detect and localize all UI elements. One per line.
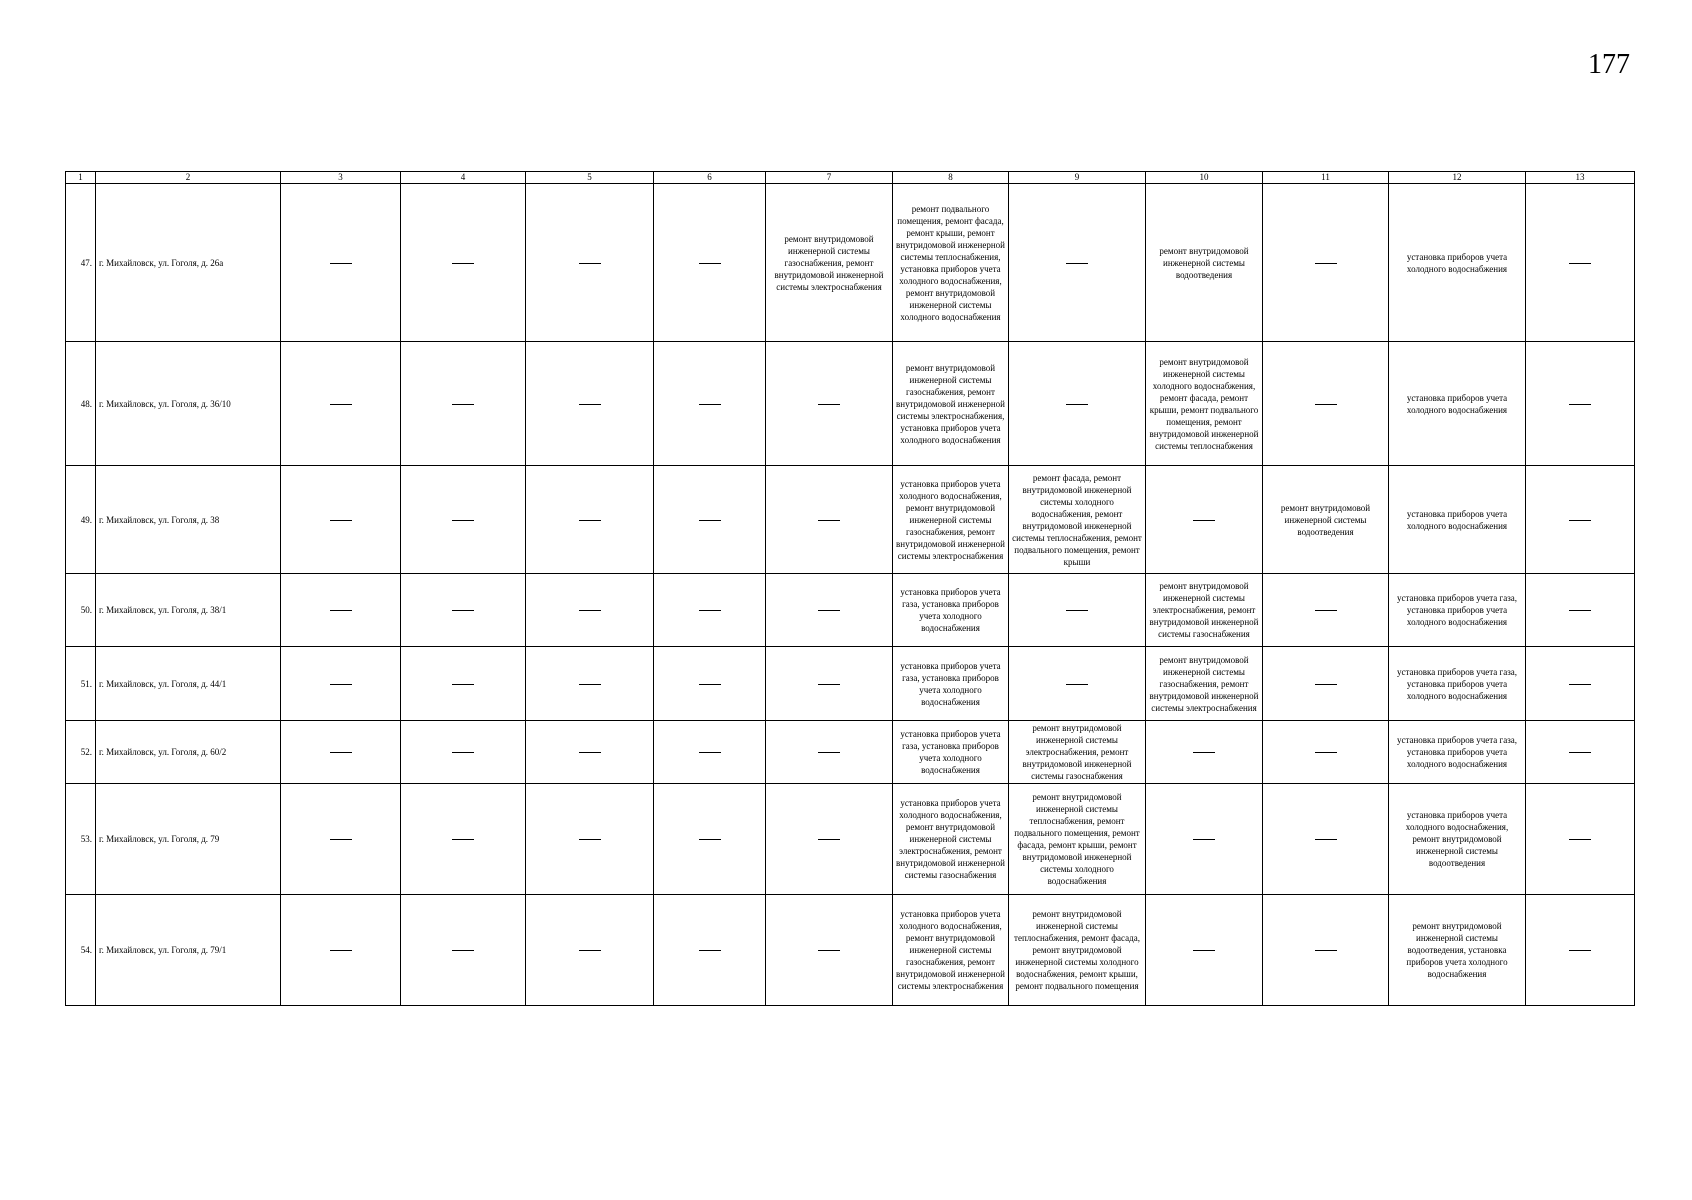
- work-description-cell: ремонт внутридомовой инженерной системы холодного водоснабжения, ремонт фасада, ремонт крыши, ремонт подвального помещения, ремонт внутридомовой инженерной системы теплоснабжения: [1146, 342, 1263, 466]
- work-description-cell: установка приборов учета холодного водоснабжения, ремонт внутридомовой инженерной системы газоснабжения, ремонт внутридомовой инженерной системы электроснабжения: [893, 895, 1009, 1006]
- address-cell: г. Михайловск, ул. Гоголя, д. 60/2: [96, 721, 281, 784]
- dash-mark: [1569, 263, 1591, 264]
- empty-cell: [401, 466, 526, 574]
- empty-cell: [1263, 184, 1389, 342]
- empty-cell: [766, 342, 893, 466]
- dash-mark: [1193, 520, 1215, 521]
- work-description-cell: установка приборов учета холодного водоснабжения, ремонт внутридомовой инженерной системы электроснабжения, ремонт внутридомовой инженерной системы газоснабжения: [893, 784, 1009, 895]
- empty-cell: [1526, 342, 1635, 466]
- empty-cell: [401, 647, 526, 721]
- work-description-cell: ремонт внутридомовой инженерной системы водоотведения: [1263, 466, 1389, 574]
- empty-cell: [281, 721, 401, 784]
- table-row: [66, 184, 1635, 342]
- empty-cell: [1526, 647, 1635, 721]
- work-description-cell: ремонт внутридомовой инженерной системы газоснабжения, ремонт внутридомовой инженерной системы электроснабжения: [766, 184, 893, 342]
- empty-cell: [654, 647, 766, 721]
- dash-mark: [330, 404, 352, 405]
- empty-cell: [1009, 574, 1146, 647]
- work-description-cell: установка приборов учета холодного водоснабжения: [1389, 466, 1526, 574]
- row-number: 47.: [66, 184, 96, 342]
- empty-cell: [766, 895, 893, 1006]
- empty-cell: [1263, 721, 1389, 784]
- work-description-cell: установка приборов учета газа, установка приборов учета холодного водоснабжения: [1389, 574, 1526, 647]
- dash-mark: [699, 520, 721, 521]
- empty-cell: [1009, 184, 1146, 342]
- empty-cell: [766, 466, 893, 574]
- work-description-cell: установка приборов учета холодного водоснабжения, ремонт внутридомовой инженерной системы газоснабжения, ремонт внутридомовой инженерной системы электроснабжения: [893, 466, 1009, 574]
- dash-mark: [579, 752, 601, 753]
- work-description-cell: установка приборов учета газа, установка приборов учета холодного водоснабжения: [893, 721, 1009, 784]
- work-description-cell: установка приборов учета холодного водоснабжения: [1389, 184, 1526, 342]
- empty-cell: [281, 466, 401, 574]
- dash-mark: [1193, 839, 1215, 840]
- dash-mark: [1066, 684, 1088, 685]
- work-description-cell: ремонт внутридомовой инженерной системы электроснабжения, ремонт внутридомовой инженерной системы газоснабжения: [1146, 574, 1263, 647]
- dash-mark: [330, 950, 352, 951]
- dash-mark: [579, 404, 601, 405]
- dash-mark: [330, 610, 352, 611]
- column-number-4: 4: [401, 172, 526, 184]
- work-description-cell: установка приборов учета газа, установка приборов учета холодного водоснабжения: [1389, 721, 1526, 784]
- dash-mark: [452, 752, 474, 753]
- work-description-cell: ремонт внутридомовой инженерной системы газоснабжения, ремонт внутридомовой инженерной системы электроснабжения, установка приборов учета холодного водоснабжения: [893, 342, 1009, 466]
- empty-cell: [1146, 784, 1263, 895]
- dash-mark: [1315, 684, 1337, 685]
- dash-mark: [1569, 752, 1591, 753]
- empty-cell: [526, 647, 654, 721]
- column-number-2: 2: [96, 172, 281, 184]
- header-row: [66, 172, 1635, 184]
- empty-cell: [401, 184, 526, 342]
- empty-cell: [766, 721, 893, 784]
- dash-mark: [452, 950, 474, 951]
- empty-cell: [401, 574, 526, 647]
- empty-cell: [654, 895, 766, 1006]
- dash-mark: [579, 839, 601, 840]
- empty-cell: [526, 895, 654, 1006]
- empty-cell: [1263, 574, 1389, 647]
- address-cell: г. Михайловск, ул. Гоголя, д. 79/1: [96, 895, 281, 1006]
- table-row: [66, 784, 1635, 895]
- empty-cell: [1263, 895, 1389, 1006]
- empty-cell: [281, 574, 401, 647]
- column-number-12: 12: [1389, 172, 1526, 184]
- address-cell: г. Михайловск, ул. Гоголя, д. 36/10: [96, 342, 281, 466]
- empty-cell: [526, 784, 654, 895]
- column-number-9: 9: [1009, 172, 1146, 184]
- dash-mark: [699, 752, 721, 753]
- empty-cell: [281, 647, 401, 721]
- empty-cell: [766, 647, 893, 721]
- empty-cell: [1526, 895, 1635, 1006]
- dash-mark: [1315, 839, 1337, 840]
- empty-cell: [1526, 721, 1635, 784]
- dash-mark: [452, 404, 474, 405]
- column-number-11: 11: [1263, 172, 1389, 184]
- dash-mark: [452, 839, 474, 840]
- empty-cell: [1263, 647, 1389, 721]
- table-row: [66, 895, 1635, 1006]
- empty-cell: [654, 721, 766, 784]
- empty-cell: [1146, 721, 1263, 784]
- empty-cell: [526, 721, 654, 784]
- dash-mark: [452, 520, 474, 521]
- dash-mark: [1066, 610, 1088, 611]
- row-number: 51.: [66, 647, 96, 721]
- dash-mark: [818, 950, 840, 951]
- table-row: [66, 342, 1635, 466]
- work-description-cell: установка приборов учета газа, установка приборов учета холодного водоснабжения: [1389, 647, 1526, 721]
- empty-cell: [281, 784, 401, 895]
- work-description-cell: ремонт внутридомовой инженерной системы водоотведения: [1146, 184, 1263, 342]
- column-number-13: 13: [1526, 172, 1635, 184]
- empty-cell: [1146, 466, 1263, 574]
- empty-cell: [401, 342, 526, 466]
- dash-mark: [330, 839, 352, 840]
- dash-mark: [1569, 404, 1591, 405]
- address-cell: г. Михайловск, ул. Гоголя, д. 26а: [96, 184, 281, 342]
- work-description-cell: ремонт внутридомовой инженерной системы теплоснабжения, ремонт подвального помещения, ремонт фасада, ремонт крыши, ремонт внутридомовой инженерной системы холодного водоснабжения: [1009, 784, 1146, 895]
- address-cell: г. Михайловск, ул. Гоголя, д. 79: [96, 784, 281, 895]
- dash-mark: [1066, 404, 1088, 405]
- dash-mark: [1569, 520, 1591, 521]
- empty-cell: [281, 342, 401, 466]
- row-number: 50.: [66, 574, 96, 647]
- dash-mark: [699, 610, 721, 611]
- dash-mark: [452, 684, 474, 685]
- address-cell: г. Михайловск, ул. Гоголя, д. 38/1: [96, 574, 281, 647]
- empty-cell: [654, 784, 766, 895]
- empty-cell: [654, 466, 766, 574]
- empty-cell: [654, 342, 766, 466]
- column-number-8: 8: [893, 172, 1009, 184]
- empty-cell: [526, 184, 654, 342]
- work-description-cell: установка приборов учета холодного водоснабжения: [1389, 342, 1526, 466]
- empty-cell: [1526, 184, 1635, 342]
- empty-cell: [1526, 466, 1635, 574]
- dash-mark: [699, 839, 721, 840]
- dash-mark: [1569, 684, 1591, 685]
- empty-cell: [281, 184, 401, 342]
- column-number-6: 6: [654, 172, 766, 184]
- work-description-cell: ремонт внутридомовой инженерной системы электроснабжения, ремонт внутридомовой инженерной системы газоснабжения: [1009, 721, 1146, 784]
- dash-mark: [699, 950, 721, 951]
- dash-mark: [330, 684, 352, 685]
- dash-mark: [1569, 950, 1591, 951]
- empty-cell: [654, 574, 766, 647]
- dash-mark: [579, 263, 601, 264]
- table-row: [66, 574, 1635, 647]
- address-cell: г. Михайловск, ул. Гоголя, д. 44/1: [96, 647, 281, 721]
- work-description-cell: ремонт фасада, ремонт внутридомовой инженерной системы холодного водоснабжения, ремонт внутридомовой инженерной системы теплоснабжения, ремонт подвального помещения, ремонт крыши: [1009, 466, 1146, 574]
- empty-cell: [1526, 574, 1635, 647]
- dash-mark: [452, 263, 474, 264]
- empty-cell: [1526, 784, 1635, 895]
- dash-mark: [699, 404, 721, 405]
- dash-mark: [1569, 610, 1591, 611]
- dash-mark: [330, 520, 352, 521]
- empty-cell: [401, 895, 526, 1006]
- row-number: 54.: [66, 895, 96, 1006]
- dash-mark: [452, 610, 474, 611]
- empty-cell: [281, 895, 401, 1006]
- row-number: 52.: [66, 721, 96, 784]
- dash-mark: [1569, 839, 1591, 840]
- dash-mark: [818, 520, 840, 521]
- empty-cell: [654, 184, 766, 342]
- dash-mark: [1315, 950, 1337, 951]
- dash-mark: [699, 263, 721, 264]
- column-number-10: 10: [1146, 172, 1263, 184]
- empty-cell: [526, 466, 654, 574]
- work-description-cell: установка приборов учета холодного водоснабжения, ремонт внутридомовой инженерной системы водоотведения: [1389, 784, 1526, 895]
- dash-mark: [699, 684, 721, 685]
- table-row: [66, 721, 1635, 784]
- repair-table: [65, 171, 1635, 1006]
- dash-mark: [579, 684, 601, 685]
- dash-mark: [818, 404, 840, 405]
- empty-cell: [526, 342, 654, 466]
- empty-cell: [766, 574, 893, 647]
- column-number-7: 7: [766, 172, 893, 184]
- dash-mark: [818, 839, 840, 840]
- dash-mark: [1193, 950, 1215, 951]
- dash-mark: [1066, 263, 1088, 264]
- work-description-cell: ремонт подвального помещения, ремонт фасада, ремонт крыши, ремонт внутридомовой инженерной системы теплоснабжения, установка приборов учета холодного водоснабжения, ремонт внутридомовой инженерной системы холодного водоснабжения: [893, 184, 1009, 342]
- table-row: [66, 466, 1635, 574]
- row-number: 49.: [66, 466, 96, 574]
- column-number-5: 5: [526, 172, 654, 184]
- work-description-cell: установка приборов учета газа, установка приборов учета холодного водоснабжения: [893, 647, 1009, 721]
- dash-mark: [818, 752, 840, 753]
- dash-mark: [579, 950, 601, 951]
- table-row: [66, 647, 1635, 721]
- page-number: 177: [1588, 49, 1630, 80]
- work-description-cell: ремонт внутридомовой инженерной системы газоснабжения, ремонт внутридомовой инженерной системы электроснабжения: [1146, 647, 1263, 721]
- column-number-1: 1: [66, 172, 96, 184]
- work-description-cell: установка приборов учета газа, установка приборов учета холодного водоснабжения: [893, 574, 1009, 647]
- dash-mark: [818, 684, 840, 685]
- empty-cell: [1146, 895, 1263, 1006]
- empty-cell: [766, 784, 893, 895]
- empty-cell: [401, 721, 526, 784]
- empty-cell: [1009, 342, 1146, 466]
- address-cell: г. Михайловск, ул. Гоголя, д. 38: [96, 466, 281, 574]
- dash-mark: [330, 263, 352, 264]
- work-description-cell: ремонт внутридомовой инженерной системы водоотведения, установка приборов учета холодного водоснабжения: [1389, 895, 1526, 1006]
- table-body: [66, 172, 1635, 1006]
- empty-cell: [1009, 647, 1146, 721]
- dash-mark: [579, 610, 601, 611]
- row-number: 48.: [66, 342, 96, 466]
- column-number-3: 3: [281, 172, 401, 184]
- empty-cell: [1263, 784, 1389, 895]
- empty-cell: [401, 784, 526, 895]
- dash-mark: [1315, 263, 1337, 264]
- dash-mark: [1315, 404, 1337, 405]
- dash-mark: [1315, 752, 1337, 753]
- dash-mark: [330, 752, 352, 753]
- empty-cell: [1263, 342, 1389, 466]
- empty-cell: [526, 574, 654, 647]
- dash-mark: [1315, 610, 1337, 611]
- dash-mark: [579, 520, 601, 521]
- row-number: 53.: [66, 784, 96, 895]
- work-description-cell: ремонт внутридомовой инженерной системы теплоснабжения, ремонт фасада, ремонт внутридомовой инженерной системы холодного водоснабжения, ремонт крыши, ремонт подвального помещения: [1009, 895, 1146, 1006]
- dash-mark: [818, 610, 840, 611]
- dash-mark: [1193, 752, 1215, 753]
